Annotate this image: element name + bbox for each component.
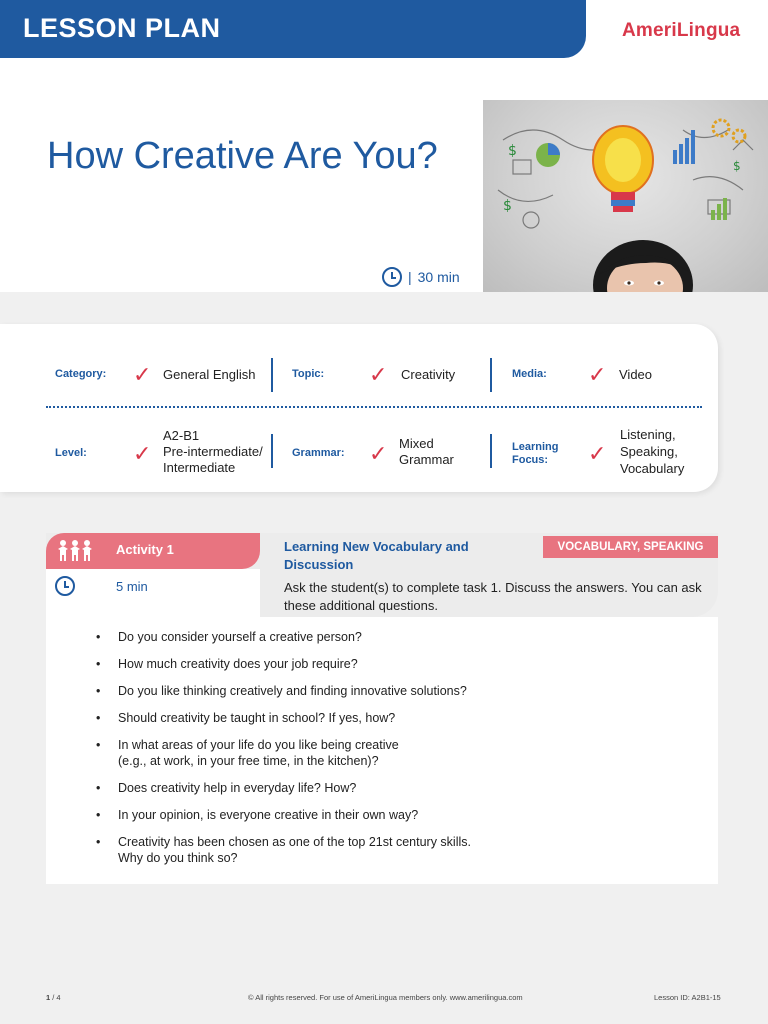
logo-text-ameri: Ameri bbox=[622, 20, 677, 41]
focus-line: Speaking, bbox=[620, 444, 678, 459]
level-value bbox=[163, 428, 263, 476]
banner-title: LESSON PLAN bbox=[23, 13, 221, 43]
level-label: Level: bbox=[55, 447, 87, 459]
check-icon: ✓ bbox=[588, 362, 607, 387]
lightbulb-illustration bbox=[483, 100, 768, 292]
learning-focus-value bbox=[620, 426, 684, 477]
dotted-separator bbox=[46, 406, 702, 408]
column-divider bbox=[490, 358, 492, 392]
list-item: • In your opinion, is everyone creative in their own way? bbox=[118, 807, 698, 823]
page-number bbox=[46, 993, 61, 1002]
grammar-line: Grammar bbox=[399, 452, 454, 467]
level-line: A2-B1 bbox=[163, 428, 200, 443]
category-label: Category: bbox=[55, 368, 107, 380]
learning-focus-label bbox=[512, 441, 558, 467]
column-divider bbox=[271, 434, 273, 468]
people-icon bbox=[57, 539, 93, 568]
check-icon: ✓ bbox=[369, 362, 388, 387]
svg-text:$: $ bbox=[503, 198, 512, 214]
question-list bbox=[118, 629, 698, 877]
level-line: Intermediate bbox=[163, 460, 236, 475]
list-item: • Should creativity be taught in school? If yes, how? bbox=[118, 710, 698, 726]
check-icon: ✓ bbox=[588, 441, 607, 466]
list-item: • Creativity has been chosen as one of the top 21st century skills. Why do you think so? bbox=[118, 834, 698, 866]
grammar-label: Grammar: bbox=[292, 447, 345, 459]
focus-line: Vocabulary bbox=[620, 461, 685, 476]
media-value: Video bbox=[619, 367, 653, 382]
amerilingua-logo bbox=[622, 20, 740, 42]
list-item: • How much creativity does your job require? bbox=[118, 656, 698, 672]
list-item: • In what areas of your life do you like being creative (e.g., at work, in your free time, in the kitchen)? bbox=[118, 737, 698, 769]
column-divider bbox=[490, 434, 492, 468]
copyright-notice: © All rights reserved. For use of AmeriLingua members only. www.amerilingua.com bbox=[248, 993, 523, 1002]
svg-text:$: $ bbox=[733, 159, 741, 173]
grammar-value bbox=[399, 436, 454, 468]
grammar-line: Mixed bbox=[399, 436, 434, 451]
svg-text:$: $ bbox=[508, 143, 517, 159]
activity-label: Activity 1 bbox=[116, 542, 174, 557]
duration-value: 30 min bbox=[417, 269, 460, 285]
duration-separator: | bbox=[408, 269, 412, 285]
clock-icon bbox=[382, 267, 402, 287]
topic-label: Topic: bbox=[292, 368, 325, 380]
activity-title: Learning New Vocabulary and Discussion bbox=[284, 539, 469, 572]
column-divider bbox=[271, 358, 273, 392]
media-label: Media: bbox=[512, 368, 547, 380]
activity-skill-tag: VOCABULARY, SPEAKING bbox=[543, 536, 718, 558]
lightbulb-icon bbox=[483, 100, 768, 292]
list-item: • Do you like thinking creatively and finding innovative solutions? bbox=[118, 683, 698, 699]
topic-value: Creativity bbox=[401, 367, 456, 382]
clock-icon bbox=[55, 576, 75, 596]
level-line: Pre-intermediate/ bbox=[163, 444, 263, 459]
focus-label-line: Focus: bbox=[512, 454, 549, 466]
lesson-title: How Creative Are You? bbox=[47, 135, 438, 177]
page-current: 1 bbox=[46, 993, 51, 1002]
lesson-info-card bbox=[0, 324, 718, 492]
page-total: / 4 bbox=[52, 993, 61, 1002]
logo-text-lingua: Lingua bbox=[676, 20, 741, 41]
focus-label-line: Learning bbox=[512, 441, 559, 453]
check-icon: ✓ bbox=[133, 362, 152, 387]
activity-time-box bbox=[46, 569, 260, 617]
focus-line: Listening, bbox=[620, 427, 676, 442]
activity-description: Ask the student(s) to complete task 1. Discuss the answers. You can ask these additional questions. bbox=[284, 580, 702, 613]
lesson-id: Lesson ID: A2B1-15 bbox=[654, 993, 721, 1002]
list-item: • Does creativity help in everyday life? How? bbox=[118, 780, 698, 796]
lesson-plan-banner bbox=[0, 0, 586, 58]
activity-header bbox=[46, 533, 260, 569]
check-icon: ✓ bbox=[369, 441, 388, 466]
category-value: General English bbox=[163, 367, 256, 382]
lesson-duration bbox=[382, 267, 460, 287]
list-item: • Do you consider yourself a creative person? bbox=[118, 629, 698, 645]
activity-time: 5 min bbox=[116, 579, 148, 594]
check-icon: ✓ bbox=[133, 441, 152, 466]
